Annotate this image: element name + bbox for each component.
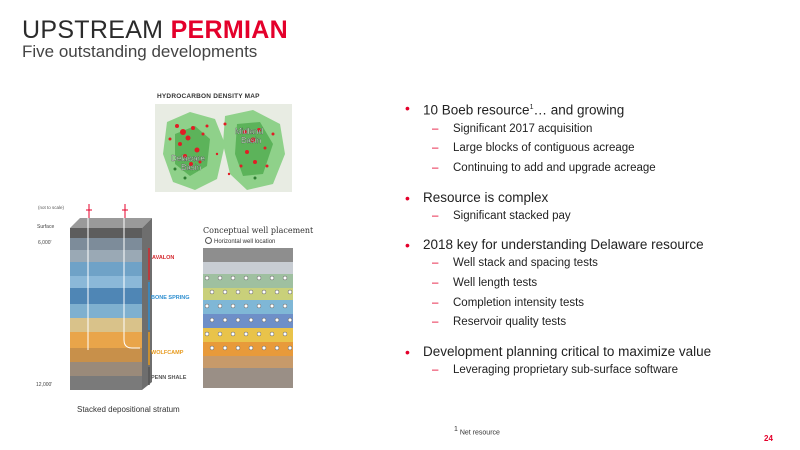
formation-penn-shale: PENN SHALE	[151, 375, 187, 381]
well-marker	[244, 304, 248, 308]
well-marker-icon	[205, 237, 212, 244]
bullet-list	[405, 99, 785, 381]
sub-bullet: – Well stack and spacing tests	[432, 257, 598, 270]
bullet-2: • Resource is complex	[405, 189, 785, 207]
well-marker	[218, 332, 222, 336]
slide-title: UPSTREAM PERMIAN	[22, 16, 288, 44]
formation-bone-spring: BONE SPRING	[151, 295, 190, 301]
well-marker	[270, 304, 274, 308]
sub-bullet: – Well length tests	[432, 277, 538, 290]
well-marker	[223, 346, 227, 350]
well-marker	[270, 276, 274, 280]
well-marker	[257, 332, 261, 336]
sub-bullet: – Leveraging proprietary sub-surface software	[432, 364, 679, 377]
well-marker	[210, 318, 214, 322]
depth-6000: 6,000'	[38, 240, 52, 246]
well-marker	[210, 346, 214, 350]
bullet-3: • 2018 key for understanding Delaware resource	[405, 236, 785, 254]
well-marker	[275, 290, 279, 294]
well-marker	[262, 318, 266, 322]
well-marker	[218, 276, 222, 280]
sub-bullet: – Completion intensity tests	[432, 296, 585, 309]
well-marker	[249, 346, 253, 350]
slide-subtitle: Five outstanding developments	[22, 42, 258, 61]
sub-bullet: – Large blocks of contiguous acreage	[432, 142, 635, 155]
well-placement-diagram	[203, 248, 293, 388]
well-marker	[218, 304, 222, 308]
well-marker	[288, 318, 292, 322]
depth-12000: 12,000'	[36, 382, 53, 388]
well-marker	[257, 276, 261, 280]
well-marker	[236, 290, 240, 294]
formation-avalon: AVALON	[152, 255, 175, 261]
well-marker	[283, 332, 287, 336]
label-delaware: Delaware Basin	[171, 154, 205, 172]
sub-bullet: – Significant stacked pay	[432, 209, 571, 222]
well-marker	[283, 304, 287, 308]
well-marker	[223, 290, 227, 294]
well-marker	[244, 332, 248, 336]
well-marker	[236, 318, 240, 322]
well-marker	[283, 276, 287, 280]
well-marker	[244, 276, 248, 280]
sub-bullet: – Continuing to add and upgrade acreage	[432, 161, 656, 174]
well-marker	[223, 318, 227, 322]
bullet-4: • Development planning critical to maximize value	[405, 343, 785, 361]
hydrocarbon-density-map	[155, 104, 292, 192]
well-marker	[205, 304, 209, 308]
well-marker	[249, 318, 253, 322]
well-marker	[262, 346, 266, 350]
bullet-1: • 10 Boeb resource$^1$… and growing	[405, 99, 785, 120]
label-midland: Midland Basin	[235, 127, 264, 145]
depth-surface: Surface	[37, 224, 55, 230]
well-marker	[257, 304, 261, 308]
well-marker	[270, 332, 274, 336]
well-marker	[205, 276, 209, 280]
well-marker	[249, 290, 253, 294]
column-caption: Stacked depositional stratum	[77, 405, 180, 414]
formation-wolfcamp: WOLFCAMP	[151, 350, 184, 356]
not-to-scale-note: (not to scale)	[38, 205, 65, 210]
page-number: 24	[764, 434, 773, 443]
map-title: HYDROCARBON DENSITY MAP	[157, 93, 260, 100]
well-marker	[205, 332, 209, 336]
well-marker	[288, 346, 292, 350]
well-marker	[275, 318, 279, 322]
well-marker	[236, 346, 240, 350]
well-marker	[262, 290, 266, 294]
sub-bullet: – Reservoir quality tests	[432, 316, 567, 329]
footnote: $^1$ Net resource	[454, 426, 500, 437]
well-marker	[231, 276, 235, 280]
sub-bullet: – Significant 2017 acquisition	[432, 122, 593, 135]
well-marker	[210, 290, 214, 294]
well-marker	[288, 290, 292, 294]
well-placement-title: Conceptual well placement	[203, 226, 314, 235]
well-marker	[231, 304, 235, 308]
well-marker	[275, 346, 279, 350]
well-marker	[231, 332, 235, 336]
well-placement-legend: Horizontal well location	[205, 237, 275, 245]
